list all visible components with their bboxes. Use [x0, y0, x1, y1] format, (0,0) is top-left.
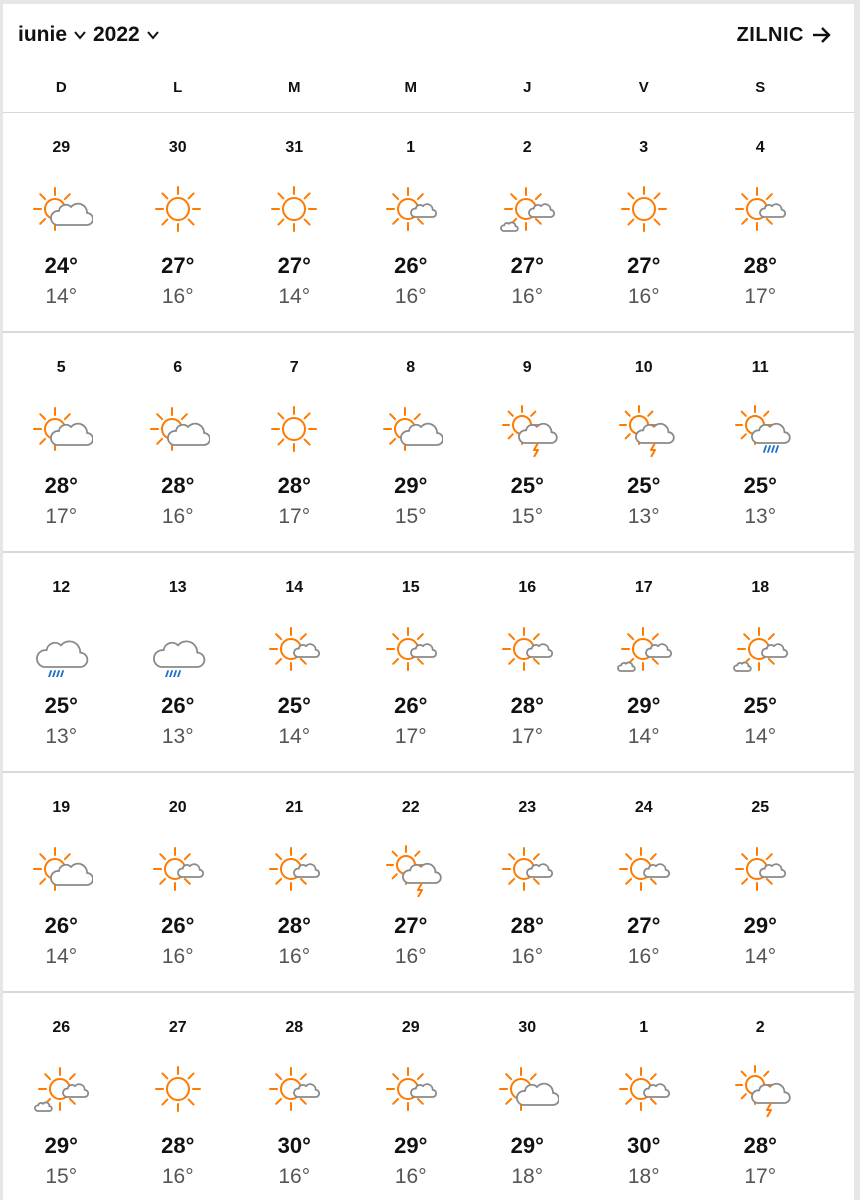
- min-temp: 17°: [45, 505, 78, 528]
- day-date: 16: [518, 579, 537, 596]
- min-temp: 16°: [394, 1165, 427, 1188]
- sun-big-cloud-icon: [379, 401, 443, 457]
- max-temp: 28°: [277, 473, 311, 498]
- cloud-rain-icon: [29, 621, 93, 677]
- sun-big-cloud-icon: [29, 401, 93, 457]
- max-temp: 29°: [394, 473, 428, 498]
- year-label: 2022: [93, 23, 140, 46]
- day-date: 3: [639, 139, 649, 156]
- sun-cloud-rain-icon: [728, 401, 792, 457]
- max-temp: 28°: [161, 473, 195, 498]
- sun-small-cloud-icon: [379, 1061, 443, 1117]
- day-date: 26: [52, 1019, 71, 1036]
- max-temp: 27°: [627, 253, 661, 278]
- day-cell[interactable]: [702, 553, 819, 771]
- min-temp: 18°: [511, 1165, 544, 1188]
- day-date: 13: [168, 579, 187, 596]
- day-cell[interactable]: [702, 333, 819, 551]
- min-temp: 15°: [394, 505, 427, 528]
- day-cell[interactable]: [586, 113, 703, 331]
- min-temp: 16°: [278, 945, 311, 968]
- calendar-panel: [3, 4, 854, 1200]
- sun-small-cloud-icon: [262, 621, 326, 677]
- min-temp: 17°: [394, 725, 427, 748]
- day-date: 8: [406, 359, 416, 376]
- min-temp: 13°: [161, 725, 194, 748]
- weekday-label: M: [404, 79, 417, 96]
- day-cell[interactable]: [120, 773, 237, 991]
- day-cell[interactable]: [353, 113, 470, 331]
- weekday-header-row: [3, 66, 854, 113]
- day-date: 14: [285, 579, 304, 596]
- day-cell[interactable]: [586, 773, 703, 991]
- min-temp: 16°: [627, 285, 660, 308]
- sun-big-cloud-icon: [29, 841, 93, 897]
- day-cell[interactable]: [353, 773, 470, 991]
- day-cell[interactable]: [469, 333, 586, 551]
- day-cell[interactable]: [586, 993, 703, 1200]
- min-temp: 16°: [394, 285, 427, 308]
- week-row: [3, 333, 854, 553]
- day-cell[interactable]: [3, 553, 120, 771]
- month-label: iunie: [18, 23, 68, 46]
- day-date: 20: [168, 799, 187, 816]
- day-cell[interactable]: [3, 993, 120, 1200]
- week-row: [3, 773, 854, 993]
- day-date: 29: [52, 139, 71, 156]
- day-cell[interactable]: [702, 113, 819, 331]
- day-date: 1: [639, 1019, 649, 1036]
- day-date: 30: [518, 1019, 537, 1036]
- sun-icon: [262, 401, 326, 457]
- calendar-grid: [3, 113, 854, 1200]
- week-row: [3, 993, 854, 1200]
- min-temp: 14°: [278, 725, 311, 748]
- sun-two-clouds-icon: [728, 621, 792, 677]
- arrow-right-icon: [812, 26, 832, 44]
- sun-two-clouds-icon: [612, 621, 676, 677]
- day-date: 28: [285, 1019, 304, 1036]
- min-temp: 17°: [278, 505, 311, 528]
- day-cell[interactable]: [702, 773, 819, 991]
- sun-big-cloud-icon: [146, 401, 210, 457]
- max-temp: 29°: [510, 1133, 544, 1158]
- month-dropdown[interactable]: [18, 20, 87, 50]
- sun-icon: [146, 181, 210, 237]
- day-date: 5: [56, 359, 66, 376]
- day-date: 24: [634, 799, 653, 816]
- day-cell[interactable]: [120, 993, 237, 1200]
- max-temp: 29°: [44, 1133, 78, 1158]
- min-temp: 15°: [511, 505, 544, 528]
- min-temp: 14°: [744, 725, 777, 748]
- max-temp: 27°: [510, 253, 544, 278]
- min-temp: 16°: [627, 945, 660, 968]
- daily-view-link[interactable]: [737, 20, 832, 50]
- sun-cloud-lightning-icon: [612, 401, 676, 457]
- day-date: 19: [52, 799, 71, 816]
- weekday-label: D: [55, 79, 67, 96]
- chevron-down-icon: [73, 28, 87, 42]
- weekday-label: J: [523, 79, 532, 96]
- daily-view-label: ZILNIC: [736, 23, 804, 46]
- day-date: 23: [518, 799, 537, 816]
- min-temp: 13°: [627, 505, 660, 528]
- max-temp: 28°: [510, 693, 544, 718]
- day-cell[interactable]: [469, 553, 586, 771]
- min-temp: 17°: [511, 725, 544, 748]
- day-date: 22: [401, 799, 420, 816]
- weekday-label: L: [173, 79, 183, 96]
- day-date: 1: [406, 139, 416, 156]
- calendar-header: [3, 4, 854, 66]
- day-date: 7: [289, 359, 299, 376]
- day-cell[interactable]: [469, 773, 586, 991]
- max-temp: 28°: [277, 913, 311, 938]
- day-date: 15: [401, 579, 420, 596]
- sun-big-cloud-icon: [495, 1061, 559, 1117]
- max-temp: 28°: [161, 1133, 195, 1158]
- day-date: 29: [401, 1019, 420, 1036]
- day-date: 12: [52, 579, 71, 596]
- weekday-label: S: [755, 79, 766, 96]
- max-temp: 26°: [161, 693, 195, 718]
- max-temp: 26°: [394, 253, 428, 278]
- min-temp: 16°: [161, 505, 194, 528]
- min-temp: 14°: [45, 285, 78, 308]
- sun-icon: [262, 181, 326, 237]
- weekday-label: M: [288, 79, 301, 96]
- min-temp: 16°: [278, 1165, 311, 1188]
- min-temp: 18°: [627, 1165, 660, 1188]
- day-date: 25: [751, 799, 770, 816]
- sun-small-cloud-icon: [379, 621, 443, 677]
- day-cell[interactable]: [120, 553, 237, 771]
- sun-small-cloud-icon: [379, 181, 443, 237]
- day-date: 2: [522, 139, 532, 156]
- min-temp: 15°: [45, 1165, 78, 1188]
- day-cell[interactable]: [702, 993, 819, 1200]
- max-temp: 25°: [627, 473, 661, 498]
- week-row: [3, 553, 854, 773]
- sun-two-clouds-icon: [495, 181, 559, 237]
- max-temp: 26°: [394, 693, 428, 718]
- max-temp: 25°: [743, 693, 777, 718]
- day-cell[interactable]: [236, 113, 353, 331]
- day-date: 17: [634, 579, 653, 596]
- max-temp: 29°: [743, 913, 777, 938]
- day-cell[interactable]: [586, 333, 703, 551]
- day-cell[interactable]: [469, 113, 586, 331]
- cloud-rain-icon: [146, 621, 210, 677]
- max-temp: 27°: [394, 913, 428, 938]
- week-row: [3, 113, 854, 333]
- sun-small-cloud-icon: [612, 1061, 676, 1117]
- day-date: 10: [634, 359, 653, 376]
- min-temp: 17°: [744, 285, 777, 308]
- day-date: 21: [285, 799, 304, 816]
- day-cell[interactable]: [236, 773, 353, 991]
- min-temp: 16°: [511, 285, 544, 308]
- chevron-down-icon: [146, 28, 160, 42]
- sun-small-cloud-icon: [495, 841, 559, 897]
- day-cell[interactable]: [353, 993, 470, 1200]
- max-temp: 24°: [44, 253, 78, 278]
- min-temp: 16°: [161, 945, 194, 968]
- day-date: 31: [285, 139, 304, 156]
- day-cell[interactable]: [236, 553, 353, 771]
- max-temp: 27°: [277, 253, 311, 278]
- day-date: 2: [755, 1019, 765, 1036]
- max-temp: 29°: [394, 1133, 428, 1158]
- sun-cloud-lightning-icon: [379, 841, 443, 897]
- min-temp: 14°: [278, 285, 311, 308]
- day-cell[interactable]: [353, 333, 470, 551]
- sun-big-cloud-icon: [29, 181, 93, 237]
- min-temp: 14°: [744, 945, 777, 968]
- sun-small-cloud-icon: [262, 841, 326, 897]
- sun-two-clouds-icon: [29, 1061, 93, 1117]
- day-cell[interactable]: [3, 333, 120, 551]
- day-date: 18: [751, 579, 770, 596]
- max-temp: 30°: [277, 1133, 311, 1158]
- year-dropdown[interactable]: [93, 20, 160, 50]
- max-temp: 27°: [627, 913, 661, 938]
- max-temp: 26°: [44, 913, 78, 938]
- sun-small-cloud-icon: [728, 841, 792, 897]
- day-date: 4: [755, 139, 765, 156]
- min-temp: 14°: [627, 725, 660, 748]
- max-temp: 28°: [743, 253, 777, 278]
- max-temp: 26°: [161, 913, 195, 938]
- day-cell[interactable]: [3, 113, 120, 331]
- min-temp: 14°: [45, 945, 78, 968]
- day-cell[interactable]: [120, 113, 237, 331]
- day-cell[interactable]: [236, 333, 353, 551]
- sun-icon: [146, 1061, 210, 1117]
- min-temp: 17°: [744, 1165, 777, 1188]
- max-temp: 25°: [277, 693, 311, 718]
- day-date: 30: [168, 139, 187, 156]
- day-cell[interactable]: [236, 993, 353, 1200]
- sun-small-cloud-icon: [612, 841, 676, 897]
- sun-small-cloud-icon: [495, 621, 559, 677]
- day-date: 6: [173, 359, 183, 376]
- max-temp: 25°: [44, 693, 78, 718]
- min-temp: 16°: [161, 1165, 194, 1188]
- min-temp: 13°: [744, 505, 777, 528]
- day-cell[interactable]: [3, 773, 120, 991]
- sun-cloud-lightning-icon: [495, 401, 559, 457]
- weekday-label: V: [638, 79, 649, 96]
- day-cell[interactable]: [120, 333, 237, 551]
- day-cell[interactable]: [469, 993, 586, 1200]
- max-temp: 29°: [627, 693, 661, 718]
- sun-cloud-lightning-icon: [728, 1061, 792, 1117]
- max-temp: 30°: [627, 1133, 661, 1158]
- sun-small-cloud-icon: [262, 1061, 326, 1117]
- day-cell[interactable]: [586, 553, 703, 771]
- sun-icon: [612, 181, 676, 237]
- sun-small-cloud-icon: [728, 181, 792, 237]
- day-date: 11: [751, 359, 769, 376]
- min-temp: 13°: [45, 725, 78, 748]
- max-temp: 25°: [743, 473, 777, 498]
- max-temp: 28°: [44, 473, 78, 498]
- day-date: 27: [168, 1019, 187, 1036]
- min-temp: 16°: [161, 285, 194, 308]
- max-temp: 25°: [510, 473, 544, 498]
- day-cell[interactable]: [353, 553, 470, 771]
- max-temp: 28°: [510, 913, 544, 938]
- min-temp: 16°: [511, 945, 544, 968]
- day-date: 9: [522, 359, 532, 376]
- max-temp: 28°: [743, 1133, 777, 1158]
- min-temp: 16°: [394, 945, 427, 968]
- max-temp: 27°: [161, 253, 195, 278]
- sun-small-cloud-icon: [146, 841, 210, 897]
